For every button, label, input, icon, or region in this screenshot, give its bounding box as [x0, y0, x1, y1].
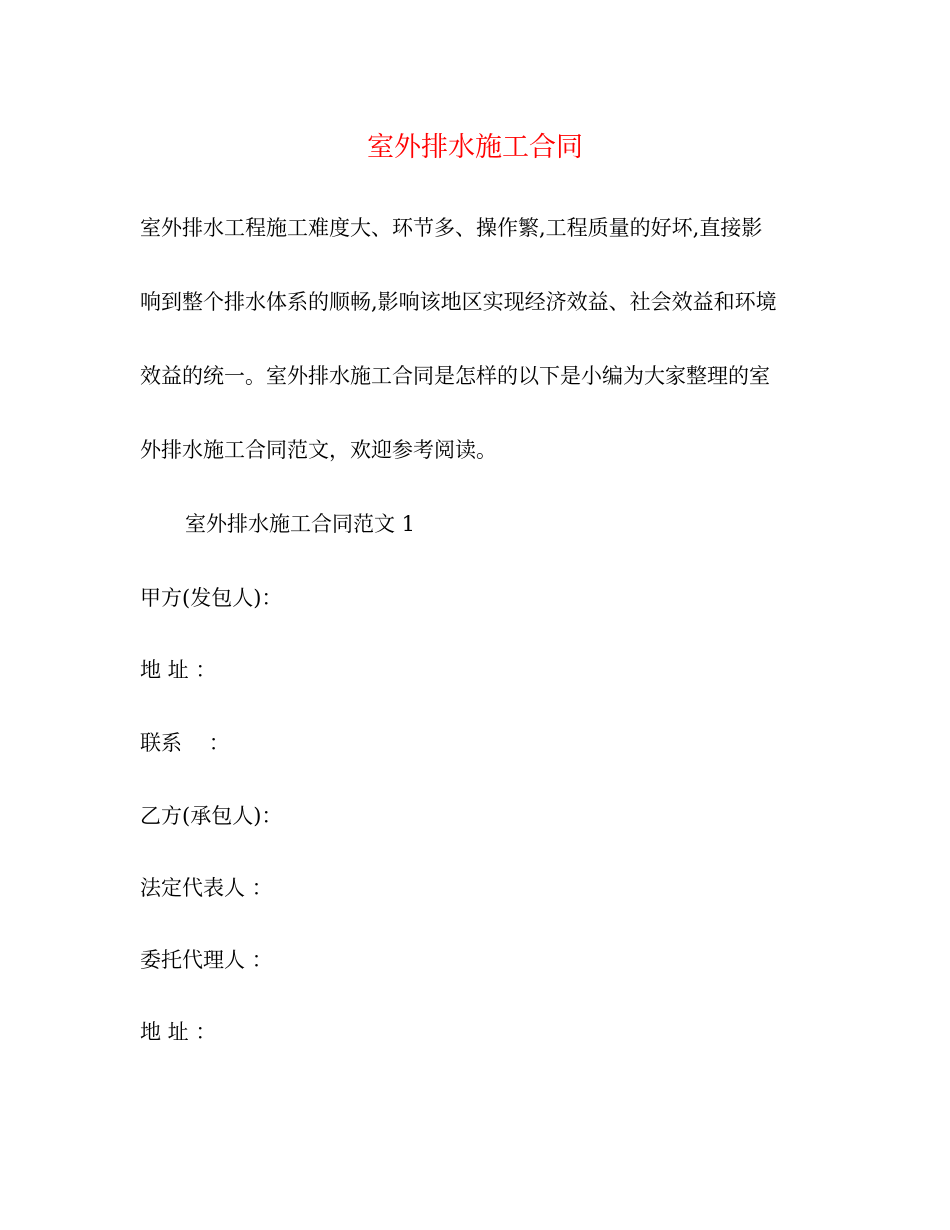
field-address-b: 地 址 ：: [140, 1020, 217, 1044]
field-legal-representative: 法定代表人 ：: [140, 876, 273, 900]
field-address-a: 地 址 ：: [140, 658, 217, 682]
field-authorized-agent: 委托代理人 ：: [140, 948, 273, 972]
intro-paragraph: [140, 208, 810, 504]
intro-line: 室外排水工程施工难度大、环节多、操作繁,工程质量的好坏,直接影: [140, 216, 763, 240]
section-heading: 室外排水施工合同范文 1: [185, 512, 416, 536]
intro-line: 响到整个排水体系的顺畅,影响该地区实现经济效益、社会效益和环境: [140, 290, 777, 314]
intro-line: 外排水施工合同范文，欢迎参考阅读。: [140, 438, 497, 462]
field-contact-a: 联系 ：: [140, 731, 230, 755]
field-party-b: 乙方(承包人)：: [140, 804, 283, 828]
intro-line: 效益的统一。室外排水施工合同是怎样的以下是小编为大家整理的室: [140, 364, 770, 388]
field-party-a: 甲方(发包人)：: [140, 586, 283, 610]
document-title: 室外排水施工合同: [367, 132, 583, 163]
